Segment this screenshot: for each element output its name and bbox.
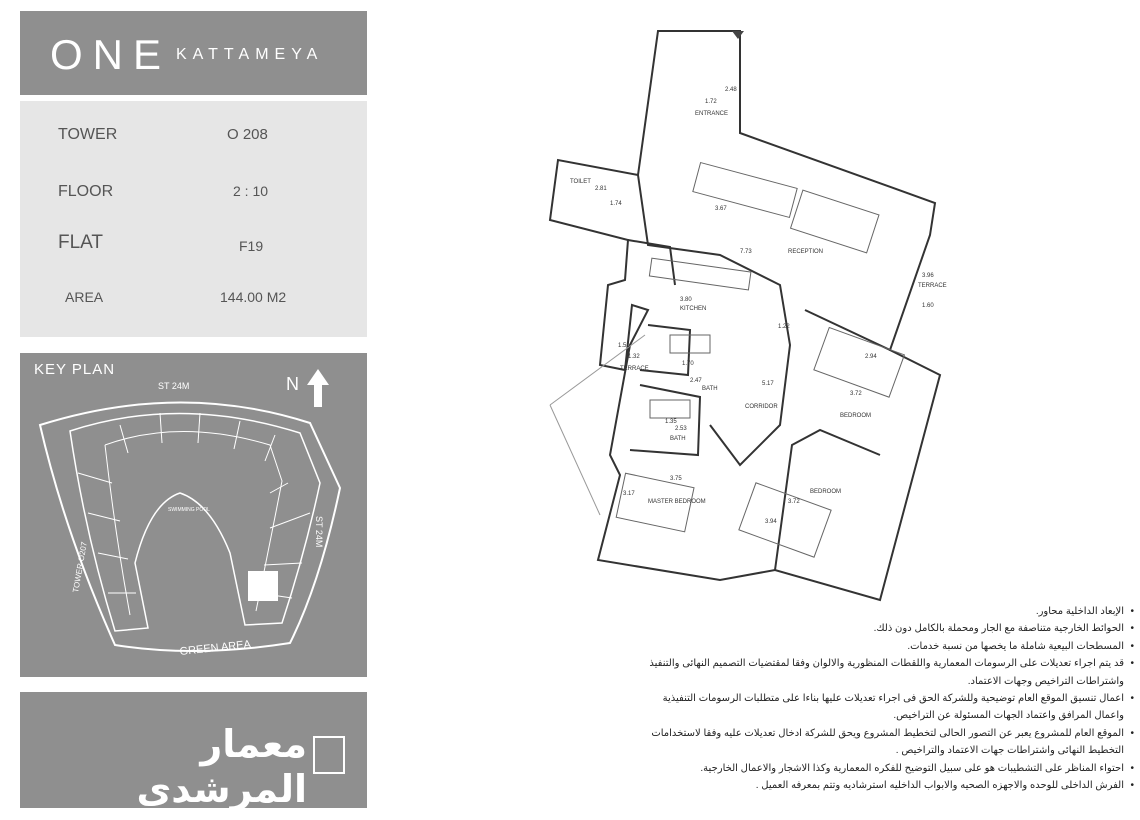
north-arrow-icon bbox=[307, 369, 329, 407]
label-toilet: TOILET bbox=[570, 179, 591, 185]
label-master-bedroom: MASTER BEDROOM bbox=[648, 499, 706, 505]
key-plan bbox=[20, 353, 367, 677]
street-right-label: ST 24M bbox=[314, 516, 324, 548]
note-item: • اعمال تنسيق الموقع العام توضيحية وللشركة الحق فى اجراء تعديلات عليها بناءا على متطلبات الرسومات التنفيذية واعمال المرافق واعتماد الجهات المسئولة عن التراخيص. bbox=[634, 690, 1134, 725]
area-label: AREA bbox=[65, 289, 104, 305]
label-bedroom-2: BEDROOM bbox=[810, 489, 842, 495]
dim-23: 3.94 bbox=[765, 519, 777, 525]
tower-label: TOWER bbox=[58, 126, 118, 143]
dim-17: 3.72 bbox=[850, 391, 862, 397]
label-terrace-main: TERRACE bbox=[918, 283, 947, 289]
developer-mark-icon bbox=[313, 736, 345, 774]
label-corridor: CORRIDOR bbox=[745, 404, 778, 410]
flat-label: FLAT bbox=[58, 232, 104, 253]
plan-furniture bbox=[616, 163, 904, 558]
dim-21: 3.17 bbox=[623, 491, 635, 497]
dim-7: 3.96 bbox=[922, 273, 934, 279]
label-reception: RECEPTION bbox=[788, 249, 824, 255]
note-item: • الحوائط الخارجية متناصفة مع الجار ومحملة بالكامل دون ذلك. bbox=[634, 620, 1134, 637]
dim-2: 2.48 bbox=[725, 87, 737, 93]
site-boundary bbox=[40, 402, 340, 651]
tower-o207-label: TOWER O207 bbox=[71, 541, 89, 594]
dim-1: 1.72 bbox=[705, 99, 717, 105]
plan-dimensions bbox=[595, 87, 934, 525]
dim-22: 3.72 bbox=[788, 499, 800, 505]
label-bath-1: BATH bbox=[702, 386, 718, 392]
brand-name: ONE bbox=[50, 31, 172, 78]
street-top-label: ST 24M bbox=[158, 381, 190, 391]
developer-name: معمار المرشدى bbox=[136, 724, 307, 811]
green-area-label: GREEN AREA bbox=[179, 638, 252, 658]
dim-20: 3.75 bbox=[670, 476, 682, 482]
unit-highlight bbox=[248, 571, 278, 601]
entrance-marker-icon bbox=[732, 31, 744, 39]
dim-14: 1.70 bbox=[682, 361, 694, 367]
label-bedroom-1: BEDROOM bbox=[840, 413, 872, 419]
dim-9: 3.80 bbox=[680, 297, 692, 303]
brand-header bbox=[20, 11, 367, 95]
floor-label: FLOOR bbox=[58, 183, 114, 200]
dim-15: 5.17 bbox=[762, 381, 774, 387]
developer-logo bbox=[20, 692, 367, 811]
note-item: • احتواء المناظر على التشطيبات هو على سبيل التوضيح للفكره المعمارية وكذا الاشجار والاعمال الخارجية. bbox=[634, 760, 1134, 777]
building-outline bbox=[70, 413, 320, 631]
key-plan-title: KEY PLAN bbox=[34, 361, 116, 378]
dim-4: 1.74 bbox=[610, 201, 622, 207]
floor-value: 2 : 10 bbox=[233, 183, 269, 199]
dim-18: 2.53 bbox=[675, 426, 687, 432]
label-terrace-small: TERRACE bbox=[620, 366, 649, 372]
note-item: • الموقع العام للمشروع يعبر عن التصور الحالى لتخطيط المشروع ويحق للشركة ادخال تعديلات عليه وفقا لاستخدامات التخطيط النهائى واشتراطات جهات الاعتماد والتراخيص . bbox=[634, 725, 1134, 760]
dim-12: 1.32 bbox=[628, 354, 640, 360]
dim-13: 2.47 bbox=[690, 378, 702, 384]
floor-plan bbox=[530, 25, 960, 605]
tower-value: O 208 bbox=[227, 126, 268, 143]
note-item: • الإبعاد الداخلية محاور. bbox=[634, 603, 1134, 620]
note-item: • المسطحات البيعية شاملة ما يخصها من نسبة خدمات. bbox=[634, 638, 1134, 655]
note-item: • قد يتم اجراء تعديلات على الرسومات المعمارية واللقطات المنظورية والالوان وفقا لمقتضيات التصميم النهائى والتنفيذ واشتراطات التراخيص وجهات الاعتماد. bbox=[634, 655, 1134, 690]
unit-info-panel bbox=[20, 101, 367, 337]
key-plan-drawing bbox=[20, 353, 367, 677]
label-bath-2: BATH bbox=[670, 436, 686, 442]
pool-label: SWIMMING POOL bbox=[168, 507, 210, 513]
dim-19: 1.35 bbox=[665, 419, 677, 425]
plan-walls bbox=[550, 31, 940, 600]
dim-16: 2.94 bbox=[865, 354, 877, 360]
area-value: 144.00 M2 bbox=[220, 289, 287, 305]
dim-8: 1.60 bbox=[922, 303, 934, 309]
north-label: N bbox=[286, 374, 299, 394]
brand-subtitle: KATTAMEYA bbox=[176, 46, 324, 63]
flat-value: F19 bbox=[239, 238, 264, 254]
label-kitchen: KITCHEN bbox=[680, 306, 707, 312]
dim-3: 2.81 bbox=[595, 186, 607, 192]
dim-11: 1.51 bbox=[618, 343, 630, 349]
dim-5: 3.67 bbox=[715, 206, 727, 212]
note-item: • الفرش الداخلى للوحده والاجهزه الصحيه والابواب الداخليه استرشاديه وتتم بمعرفه العميل . bbox=[634, 777, 1134, 794]
terrace-line-2 bbox=[550, 405, 600, 515]
dim-10: 1.22 bbox=[778, 324, 790, 330]
label-entrance: ENTRANCE bbox=[695, 111, 729, 117]
dim-6: 7.73 bbox=[740, 249, 752, 255]
disclaimer-notes bbox=[634, 603, 1134, 794]
